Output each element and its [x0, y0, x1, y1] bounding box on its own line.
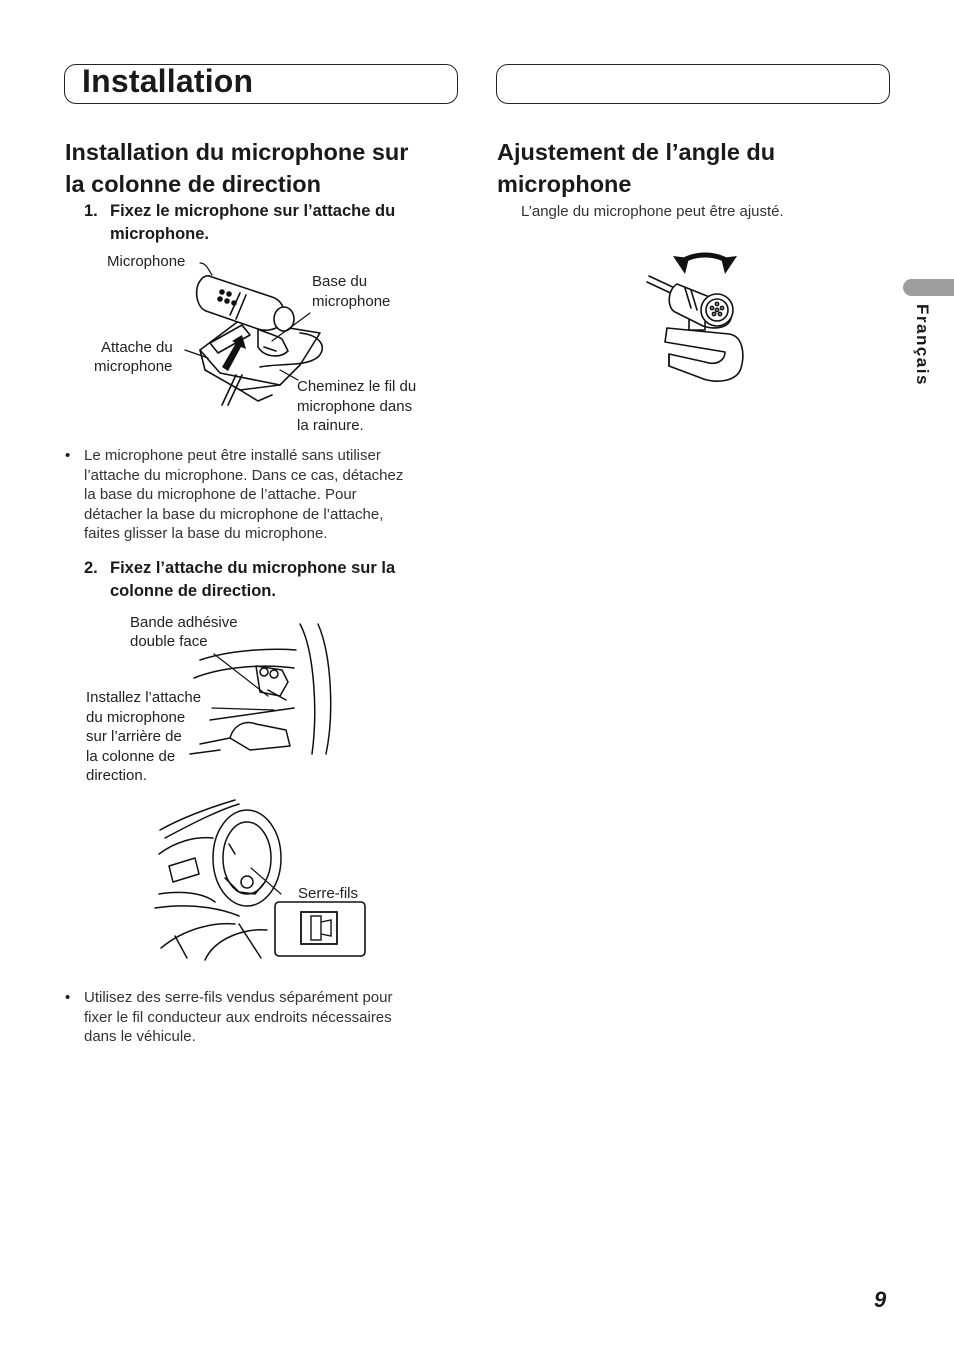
bullet-1-dot: • [65, 447, 71, 464]
label-cheminez-line2: microphone dans [297, 398, 413, 415]
step-2-line1: Fixez l’attache du microphone sur la [110, 559, 396, 577]
label-installez [86, 688, 201, 786]
label-installez-line: du microphone [86, 708, 186, 726]
step-2-number: 2. [84, 559, 98, 577]
bullet-1-line: Le microphone peut être installé sans utiliser [84, 447, 381, 464]
bullet-1-line: la base du microphone de l’attache. Pour [84, 486, 357, 503]
left-heading-line1: Installation du microphone sur [65, 139, 409, 165]
label-bande-line1: Bande adhésive [130, 614, 238, 631]
right-heading-line1: Ajustement de l’angle du [497, 139, 776, 165]
figure-steering-column [190, 620, 335, 760]
bullet-1-line: faites glisser la base du microphone. [84, 525, 328, 542]
figure-dashboard-wheel [155, 798, 370, 963]
bullet-2-line: fixer le fil conducteur aux endroits nécessaires [84, 1008, 392, 1026]
step-1-line1: Fixez le microphone sur l’attache du [110, 202, 396, 220]
right-body-text: L’angle du microphone peut être ajusté. [521, 203, 784, 220]
section-title: Installation [82, 63, 254, 99]
language-label: Français [913, 304, 932, 386]
label-installez-line: la colonne de [86, 747, 176, 765]
bullet-1-text [84, 446, 454, 544]
bullet-2-dot: • [65, 989, 71, 1006]
label-installez-line: direction. [86, 767, 147, 784]
label-installez-line: Installez l’attache [86, 689, 202, 706]
label-base-line2: microphone [312, 293, 391, 310]
bullet-2-line: Utilisez des serre-fils vendus séparément pour [84, 989, 393, 1006]
label-cheminez-line1: Cheminez le fil du [297, 378, 417, 395]
label-cheminez-line3: la rainure. [297, 417, 364, 434]
section-header-box-empty [496, 64, 890, 104]
left-heading-line2: la colonne de direction [65, 171, 321, 197]
step-2 [84, 557, 454, 605]
step-1 [84, 200, 454, 248]
label-microphone: Microphone [107, 253, 186, 270]
step-1-number: 1. [84, 202, 98, 220]
step-1-line2: microphone. [110, 225, 210, 243]
language-tab [903, 279, 954, 296]
label-installez-line: sur l’arrière de [86, 728, 182, 745]
label-attache-line2: microphone [94, 358, 173, 375]
label-bande-line2: double face [130, 633, 208, 650]
bullet-2-text [84, 988, 454, 1047]
bullet-1-line: détacher la base du microphone de l’attache, [84, 505, 384, 523]
bullet-1-line: l’attache du microphone. Dans ce cas, détachez [84, 466, 404, 484]
label-serre-fils: Serre-fils [298, 885, 359, 902]
label-attache-line1: Attache du [101, 339, 173, 356]
figure-microphone-angle [645, 250, 750, 385]
right-heading-line2: microphone [497, 171, 632, 197]
bullet-2-line: dans le véhicule. [84, 1028, 196, 1045]
step-2-line2: colonne de direction. [110, 582, 276, 600]
label-base-line1: Base du [312, 273, 368, 290]
page-number: 9 [874, 1287, 887, 1312]
